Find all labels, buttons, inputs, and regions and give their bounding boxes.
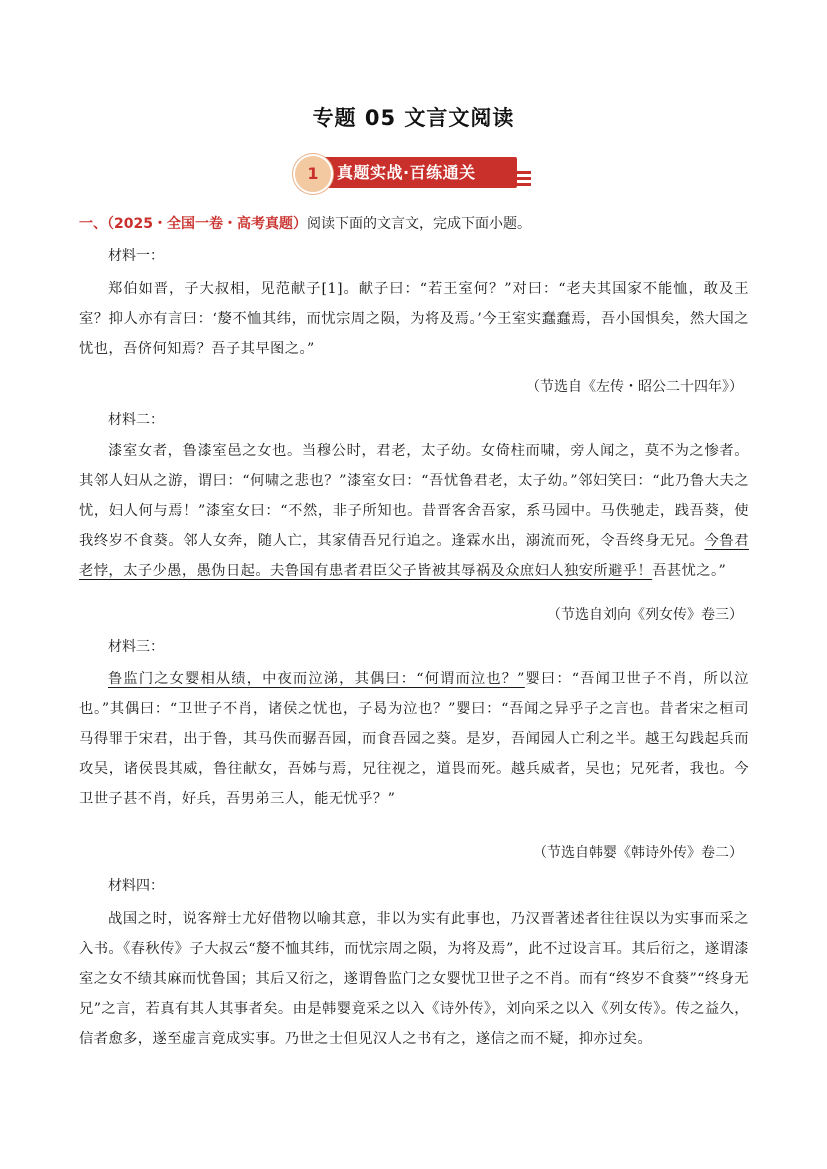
material-4-label: 材料四： — [108, 878, 164, 894]
banner-stripe — [515, 171, 531, 174]
material-1-label: 材料一： — [108, 248, 164, 264]
material-2-text: 漆室女者，鲁漆室邑之女也。当穆公时，君老，太子幼。女倚柱而啸，旁人闻之，莫不为之惨者。其邻人妇从之游，谓曰：“何啸之悲也？”漆室女曰：“吾忧鲁君老，太子幼。”邻妇笑曰：“此乃鲁大夫之忧，妇人何与焉！”漆室女曰：“不然，非子所知也。昔晋客舍吾家，系马园中。马佚驰走，践吾葵，使我终岁不食葵。邻人女奔，随人亡，其家倩吾兄行追之。逢霖水出，溺流而死，令吾终身无兄。 — [79, 443, 749, 549]
material-3-underlined-sentence: 鲁监门之女婴相从绩，中夜而泣涕，其偶曰：“何谓而泣也？” — [108, 671, 525, 687]
banner-stripe — [515, 177, 531, 180]
material-3-paragraph — [79, 664, 749, 814]
material-2-text-tail: 吾甚忧之。” — [652, 563, 727, 579]
material-3-label: 材料三： — [108, 639, 164, 655]
material-4-paragraph: 战国之时，说客辩士尤好借物以喻其意，非以为实有此事也，乃汉晋著述者往往误以为实事而采之入书。《春秋传》子大叔云“嫠不恤其纬，而忧宗周之陨，为将及焉”，此不过设言耳。其后衍之，遂谓漆室之女不绩其麻而忧鲁国；其后又衍之，遂谓鲁监门之女婴忧卫世子之不肖。而有“终岁不食葵”“终身无兄”之言，若真有其人其事者矣。由是韩婴竟采之以入《诗外传》，刘向采之以入《列女传》。传之益久，信者愈多，遂至虚言竟成实事。乃世之士但见汉人之书有之，遂信之而不疑，抑亦过矣。 — [79, 911, 749, 1047]
material-1-paragraph: 郑伯如晋，子大叔相，见范献子[1]。献子曰：“若王室何？”对曰：“老夫其国家不能恤，敢及王室？抑人亦有言曰：‘嫠不恤其纬，而忧宗周之陨，为将及焉。’今王室实蠢蠢焉，吾小国惧矣，然大国之忧也，吾侪何知焉？吾子其早图之。” — [79, 281, 749, 357]
question-number: 一、 — [79, 216, 107, 232]
material-3-source: （节选自韩婴《韩诗外传》卷二） — [533, 845, 743, 861]
banner-label: 真题实战·百练通关 — [337, 163, 476, 182]
question-prompt: 阅读下面的文言文，完成下面小题。 — [306, 216, 531, 232]
material-2-label: 材料二： — [108, 412, 164, 428]
page-title: 专题 05 文言文阅读 — [312, 106, 515, 130]
material-2-paragraph — [79, 436, 749, 586]
section-banner — [293, 154, 531, 194]
question-source: （2025・全国一卷・高考真题） — [107, 216, 307, 232]
banner-stripe — [515, 183, 531, 186]
material-3-text: 婴曰：“吾闻卫世子不肖，所以泣也。”其偶曰：“卫世子不肖，诸侯之忧也，子曷为泣也？”婴曰：“吾闻之异乎子之言也。昔者宋之桓司马得罪于宋君，出于鲁，其马佚而骣吾园，而食吾园之葵。是岁，吾闻园人亡利之半。越王勾践起兵而攻吴，诸侯畏其威，鲁往献女，吾姊与焉，兄往视之，道畏而死。越兵威者，吴也；兄死者，我也。今卫世子甚不肖，好兵，吾男弟三人，能无忧乎？” — [79, 671, 749, 807]
banner-number-badge — [293, 154, 333, 194]
question-heading — [79, 213, 531, 233]
material-1-source: （节选自《左传・昭公二十四年》） — [526, 379, 743, 395]
material-2-source: （节选自刘向《列女传》卷三） — [547, 607, 743, 623]
material-2-underlined-sentence: 今鲁君老悖，太子少愚，愚伪日起。夫鲁国有患者君臣父子皆被其辱祸及众庶妇人独安所避乎！ — [79, 533, 749, 579]
banner-number: 1 — [307, 164, 319, 183]
